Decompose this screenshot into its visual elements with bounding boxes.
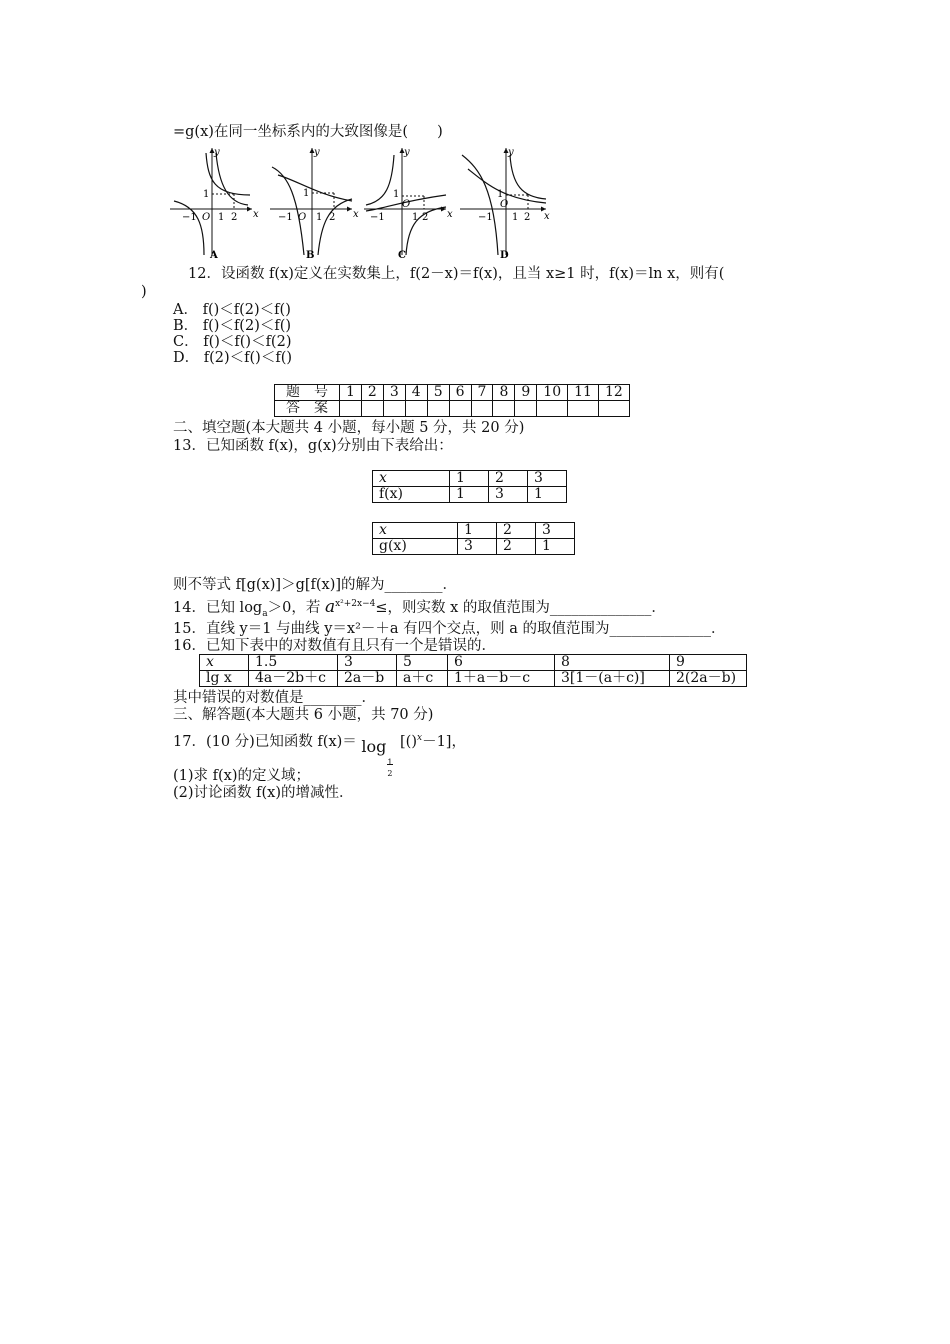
svg-text:y: y xyxy=(404,147,410,158)
q13-tail: 则不等式 f[g(x)]＞g[f(x)]的解为________． xyxy=(173,577,458,593)
q12-stem-end: ) xyxy=(141,284,147,300)
section-2-heading: 二、填空题(本大题共 4 小题，每小题 5 分，共 20 分) xyxy=(173,420,525,436)
svg-text:x: x xyxy=(253,209,259,220)
q17-part-1: (1)求 f(x)的定义域； xyxy=(173,768,311,784)
answer-table: 题 号 1 2 3 4 5 6 7 8 9 10 11 12 答 案 xyxy=(274,384,630,417)
svg-text:1: 1 xyxy=(512,212,519,223)
svg-text:y: y xyxy=(314,147,320,158)
svg-text:x: x xyxy=(447,209,453,220)
q13-stem: 13．已知函数 f(x)，g(x)分别由下表给出： xyxy=(173,438,453,454)
q12-option-c: C． f()＜f()＜f(2) xyxy=(173,334,292,350)
svg-text:O: O xyxy=(298,212,307,223)
svg-text:1: 1 xyxy=(393,189,400,200)
q12-option-a: A． f()＜f(2)＜f() xyxy=(173,302,291,318)
q12-option-d: D． f(2)＜f()＜f() xyxy=(173,350,293,366)
graph-c xyxy=(362,145,454,263)
graph-d xyxy=(458,145,550,263)
svg-text:−1: −1 xyxy=(478,212,493,223)
q13-table-g: x 1 2 3 g(x) 3 2 1 xyxy=(372,522,575,555)
graph-label: B xyxy=(306,250,315,261)
q17-part-2: (2)讨论函数 f(x)的增减性． xyxy=(173,785,354,801)
svg-text:O: O xyxy=(202,212,211,223)
svg-text:1: 1 xyxy=(303,188,310,199)
graph-label: A xyxy=(210,250,218,261)
q12-option-b: B． f()＜f(2)＜f() xyxy=(173,318,292,334)
graph-label: D xyxy=(500,250,509,261)
q13-table-f: x 1 2 3 f(x) 1 3 1 xyxy=(372,470,567,503)
svg-text:−1: −1 xyxy=(278,212,293,223)
graph-label: C xyxy=(398,250,406,261)
section-3-heading: 三、解答题(本大题共 6 小题，共 70 分) xyxy=(173,707,434,723)
q16-stem: 16．已知下表中的对数值有且只有一个是错误的． xyxy=(173,638,496,654)
svg-text:2: 2 xyxy=(422,212,429,223)
q12-stem: 12．设函数 f(x)定义在实数集上，f(2－x)＝f(x)，且当 x≥1 时，f(x)＝ln x，则有( xyxy=(188,266,725,282)
q15: 15．直线 y＝1 与曲线 y＝x²－＋a 有四个交点，则 a 的取值范围为______________． xyxy=(173,621,726,637)
svg-text:y: y xyxy=(508,147,514,158)
svg-text:1: 1 xyxy=(218,212,225,223)
svg-text:O: O xyxy=(402,199,411,210)
svg-text:2: 2 xyxy=(524,212,531,223)
svg-text:1: 1 xyxy=(203,189,210,200)
svg-text:O: O xyxy=(500,199,509,210)
svg-text:1: 1 xyxy=(497,189,504,200)
svg-text:−1: −1 xyxy=(370,212,385,223)
svg-text:2: 2 xyxy=(329,212,336,223)
svg-text:x: x xyxy=(353,209,359,220)
svg-text:−1: −1 xyxy=(182,212,197,223)
svg-text:1: 1 xyxy=(316,212,323,223)
q16-tail: 其中错误的对数值是________． xyxy=(173,690,376,706)
graph-b xyxy=(268,145,360,263)
svg-text:2: 2 xyxy=(231,212,238,223)
q14: 14．已知 $\log_a>0$，若 $a^{x^2+2x-4}\le$，则实数 x 的取值范围为______________． xyxy=(173,597,666,619)
q11-tail: =g(x)在同一坐标系内的大致图像是( ) xyxy=(173,124,443,140)
q17: 17．(10 分)已知函数 f(x)＝ log 1 2 [()$^x$－1]， xyxy=(173,734,466,751)
q16-table: x 1.5 3 5 6 8 9 lg x 4a－2b＋c 2a－b a＋c 1＋a－b－c 3[1－(a＋c)] 2(2a－b) xyxy=(199,654,747,687)
graph-a xyxy=(168,145,260,263)
svg-text:1: 1 xyxy=(412,212,419,223)
svg-text:x: x xyxy=(544,211,550,222)
y-axis-label: y xyxy=(214,147,220,158)
